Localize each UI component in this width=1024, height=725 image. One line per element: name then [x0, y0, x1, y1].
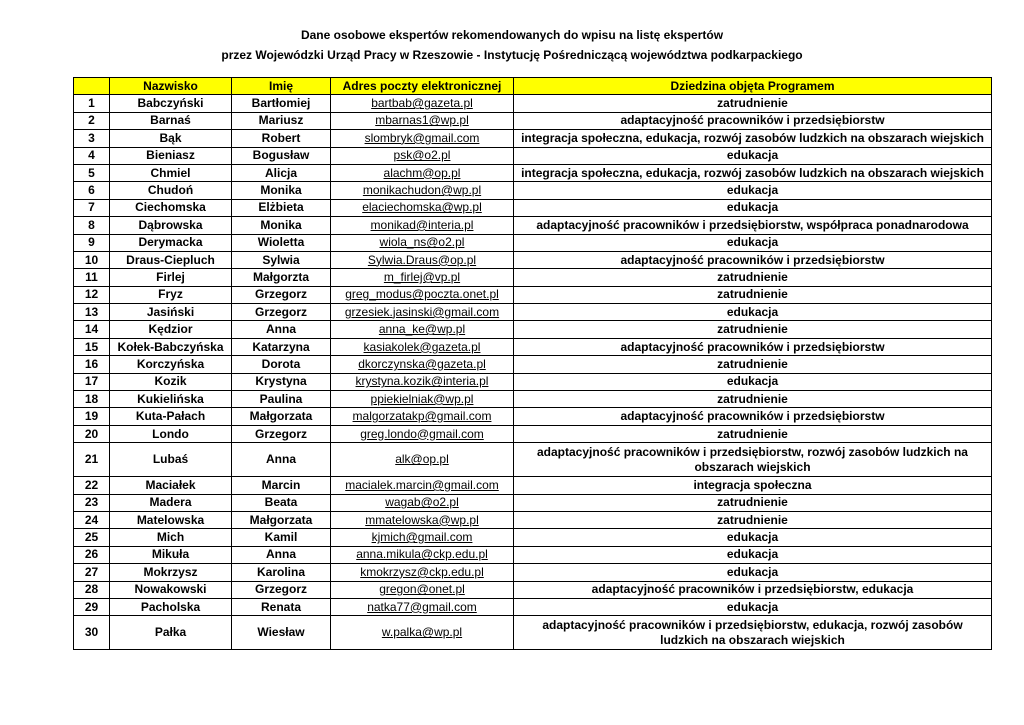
first-name-cell: Bartłomiej — [232, 95, 331, 112]
row-number: 14 — [74, 321, 110, 338]
surname-cell: Mokrzysz — [110, 564, 232, 581]
field-cell: adaptacyjność pracowników i przedsiębiorstw — [514, 408, 992, 425]
email-link[interactable]: m_firlej@vp.pl — [331, 269, 514, 286]
surname-cell: Fryz — [110, 286, 232, 303]
field-cell: adaptacyjność pracowników i przedsiębiorstw, współpraca ponadnarodowa — [514, 217, 992, 234]
field-cell: adaptacyjność pracowników i przedsiębiorstw — [514, 338, 992, 355]
row-number: 13 — [74, 304, 110, 321]
surname-cell: Dąbrowska — [110, 217, 232, 234]
table-row — [74, 217, 992, 234]
surname-cell: Lubaś — [110, 443, 232, 477]
first-name-cell: Anna — [232, 546, 331, 563]
surname-cell: Korczyńska — [110, 356, 232, 373]
row-number: 23 — [74, 494, 110, 511]
first-name-cell: Karolina — [232, 564, 331, 581]
first-name-cell: Kamil — [232, 529, 331, 546]
surname-cell: Bieniasz — [110, 147, 232, 164]
row-number: 28 — [74, 581, 110, 598]
field-cell: zatrudnienie — [514, 494, 992, 511]
first-name-cell: Katarzyna — [232, 338, 331, 355]
row-number: 9 — [74, 234, 110, 251]
surname-cell: Bąk — [110, 130, 232, 147]
field-cell: integracja społeczna, edukacja, rozwój zasobów ludzkich na obszarach wiejskich — [514, 164, 992, 181]
email-link[interactable]: grzesiek.jasinski@gmail.com — [331, 304, 514, 321]
surname-cell: Pałka — [110, 616, 232, 650]
field-cell: edukacja — [514, 234, 992, 251]
first-name-cell: Sylwia — [232, 251, 331, 268]
row-number: 15 — [74, 338, 110, 355]
table-row — [74, 304, 992, 321]
table-row — [74, 425, 992, 442]
table-body — [74, 95, 992, 650]
table-row — [74, 477, 992, 494]
email-link[interactable]: natka77@gmail.com — [331, 598, 514, 615]
row-number: 16 — [74, 356, 110, 373]
email-link[interactable]: monikad@interia.pl — [331, 217, 514, 234]
table-row — [74, 147, 992, 164]
surname-cell: Jasiński — [110, 304, 232, 321]
row-number: 1 — [74, 95, 110, 112]
field-cell: adaptacyjność pracowników i przedsiębiorstw, edukacja — [514, 581, 992, 598]
surname-cell: Ciechomska — [110, 199, 232, 216]
surname-cell: Kukielińska — [110, 391, 232, 408]
first-name-cell: Wioletta — [232, 234, 331, 251]
first-name-cell: Bogusław — [232, 147, 331, 164]
surname-cell: Kędzior — [110, 321, 232, 338]
row-number: 4 — [74, 147, 110, 164]
first-name-cell: Małgorzta — [232, 269, 331, 286]
surname-cell: Madera — [110, 494, 232, 511]
email-link[interactable]: kmokrzysz@ckp.edu.pl — [331, 564, 514, 581]
field-cell: edukacja — [514, 304, 992, 321]
table-row — [74, 130, 992, 147]
row-number: 5 — [74, 164, 110, 181]
surname-cell: Kozik — [110, 373, 232, 390]
first-name-cell: Renata — [232, 598, 331, 615]
surname-cell: Firlej — [110, 269, 232, 286]
table-row — [74, 391, 992, 408]
email-link[interactable]: psk@o2.pl — [331, 147, 514, 164]
table-row — [74, 616, 992, 650]
row-number: 2 — [74, 112, 110, 129]
email-link[interactable]: krystyna.kozik@interia.pl — [331, 373, 514, 390]
email-link[interactable]: elaciechomska@wp.pl — [331, 199, 514, 216]
row-number: 20 — [74, 425, 110, 442]
email-link[interactable]: alk@op.pl — [331, 443, 514, 477]
table-row — [74, 112, 992, 129]
field-cell: zatrudnienie — [514, 269, 992, 286]
field-cell: adaptacyjność pracowników i przedsiębiorstw — [514, 112, 992, 129]
first-name-cell: Paulina — [232, 391, 331, 408]
first-name-cell: Dorota — [232, 356, 331, 373]
email-link[interactable]: mmatelowska@wp.pl — [331, 511, 514, 528]
field-cell: integracja społeczna — [514, 477, 992, 494]
first-name-cell: Robert — [232, 130, 331, 147]
email-link[interactable]: gregon@onet.pl — [331, 581, 514, 598]
first-name-cell: Grzegorz — [232, 304, 331, 321]
email-link[interactable]: malgorzatakp@gmail.com — [331, 408, 514, 425]
email-link[interactable]: kjmich@gmail.com — [331, 529, 514, 546]
header-surname: Nazwisko — [110, 78, 232, 95]
table-row — [74, 234, 992, 251]
field-cell: adaptacyjność pracowników i przedsiębiorstw, rozwój zasobów ludzkich na obszarach wiejskich — [514, 443, 992, 477]
field-cell: edukacja — [514, 546, 992, 563]
row-number: 7 — [74, 199, 110, 216]
email-link[interactable]: bartbab@gazeta.pl — [331, 95, 514, 112]
first-name-cell: Anna — [232, 321, 331, 338]
surname-cell: Barnaś — [110, 112, 232, 129]
header-num — [74, 78, 110, 95]
table-row — [74, 546, 992, 563]
first-name-cell: Małgorzata — [232, 511, 331, 528]
surname-cell: Matelowska — [110, 511, 232, 528]
surname-cell: Nowakowski — [110, 581, 232, 598]
email-link[interactable]: dkorczynska@gazeta.pl — [331, 356, 514, 373]
field-cell: edukacja — [514, 529, 992, 546]
email-link[interactable]: monikachudon@wp.pl — [331, 182, 514, 199]
first-name-cell: Elżbieta — [232, 199, 331, 216]
surname-cell: Mich — [110, 529, 232, 546]
row-number: 11 — [74, 269, 110, 286]
table-row — [74, 443, 992, 477]
field-cell: zatrudnienie — [514, 425, 992, 442]
field-cell: edukacja — [514, 564, 992, 581]
first-name-cell: Wiesław — [232, 616, 331, 650]
email-link[interactable]: kasiakolek@gazeta.pl — [331, 338, 514, 355]
table-row — [74, 529, 992, 546]
surname-cell: Chmiel — [110, 164, 232, 181]
table-row — [74, 408, 992, 425]
table-row — [74, 511, 992, 528]
email-link[interactable]: greg.londo@gmail.com — [331, 425, 514, 442]
first-name-cell: Krystyna — [232, 373, 331, 390]
email-link[interactable]: ppiekielniak@wp.pl — [331, 391, 514, 408]
table-row — [74, 182, 992, 199]
surname-cell: Babczyński — [110, 95, 232, 112]
field-cell: zatrudnienie — [514, 391, 992, 408]
table-row — [74, 581, 992, 598]
table-row — [74, 95, 992, 112]
table-row — [74, 564, 992, 581]
row-number: 22 — [74, 477, 110, 494]
field-cell: zatrudnienie — [514, 321, 992, 338]
table-row — [74, 338, 992, 355]
email-link[interactable]: slombryk@gmail.com — [331, 130, 514, 147]
experts-table — [73, 77, 992, 650]
email-link[interactable]: macialek.marcin@gmail.com — [331, 477, 514, 494]
surname-cell: Londo — [110, 425, 232, 442]
first-name-cell: Grzegorz — [232, 286, 331, 303]
table-row — [74, 164, 992, 181]
document-title — [0, 25, 1024, 65]
email-link[interactable]: anna.mikula@ckp.edu.pl — [331, 546, 514, 563]
row-number: 10 — [74, 251, 110, 268]
field-cell: zatrudnienie — [514, 511, 992, 528]
row-number: 8 — [74, 217, 110, 234]
field-cell: integracja społeczna, edukacja, rozwój zasobów ludzkich na obszarach wiejskich — [514, 130, 992, 147]
first-name-cell: Mariusz — [232, 112, 331, 129]
first-name-cell: Alicja — [232, 164, 331, 181]
table-row — [74, 251, 992, 268]
header-name: Imię — [232, 78, 331, 95]
field-cell: edukacja — [514, 598, 992, 615]
surname-cell: Maciałek — [110, 477, 232, 494]
table-row — [74, 199, 992, 216]
table-row — [74, 269, 992, 286]
table-row — [74, 494, 992, 511]
row-number: 29 — [74, 598, 110, 615]
title-line-1: Dane osobowe ekspertów rekomendowanych do wpisu na listę ekspertów — [300, 28, 724, 42]
table-row — [74, 321, 992, 338]
first-name-cell: Monika — [232, 217, 331, 234]
table-row — [74, 286, 992, 303]
first-name-cell: Anna — [232, 443, 331, 477]
field-cell: edukacja — [514, 373, 992, 390]
title-line-2: przez Wojewódzki Urząd Pracy w Rzeszowie - Instytucję Pośredniczącą województwa podkarpackiego — [221, 48, 803, 62]
row-number: 17 — [74, 373, 110, 390]
first-name-cell: Grzegorz — [232, 581, 331, 598]
field-cell: edukacja — [514, 182, 992, 199]
header-email: Adres poczty elektronicznej — [331, 78, 514, 95]
first-name-cell: Monika — [232, 182, 331, 199]
table-row — [74, 356, 992, 373]
surname-cell: Derymacka — [110, 234, 232, 251]
row-number: 3 — [74, 130, 110, 147]
row-number: 21 — [74, 443, 110, 477]
email-link[interactable]: greg_modus@poczta.onet.pl — [331, 286, 514, 303]
row-number: 19 — [74, 408, 110, 425]
surname-cell: Kuta-Pałach — [110, 408, 232, 425]
field-cell: edukacja — [514, 199, 992, 216]
email-link[interactable]: alachm@op.pl — [331, 164, 514, 181]
email-link[interactable]: mbarnas1@wp.pl — [331, 112, 514, 129]
email-link[interactable]: w.palka@wp.pl — [331, 616, 514, 650]
field-cell: zatrudnienie — [514, 286, 992, 303]
row-number: 18 — [74, 391, 110, 408]
email-link[interactable]: wagab@o2.pl — [331, 494, 514, 511]
surname-cell: Kołek-Babczyńska — [110, 338, 232, 355]
first-name-cell: Marcin — [232, 477, 331, 494]
field-cell: zatrudnienie — [514, 356, 992, 373]
field-cell: adaptacyjność pracowników i przedsiębiorstw — [514, 251, 992, 268]
row-number: 6 — [74, 182, 110, 199]
row-number: 26 — [74, 546, 110, 563]
row-number: 25 — [74, 529, 110, 546]
email-link[interactable]: wiola_ns@o2.pl — [331, 234, 514, 251]
row-number: 24 — [74, 511, 110, 528]
first-name-cell: Małgorzata — [232, 408, 331, 425]
first-name-cell: Beata — [232, 494, 331, 511]
email-link[interactable]: Sylwia.Draus@op.pl — [331, 251, 514, 268]
row-number: 12 — [74, 286, 110, 303]
surname-cell: Draus-Ciepluch — [110, 251, 232, 268]
table-header-row — [74, 78, 992, 95]
email-link[interactable]: anna_ke@wp.pl — [331, 321, 514, 338]
surname-cell: Chudoń — [110, 182, 232, 199]
field-cell: edukacja — [514, 147, 992, 164]
row-number: 27 — [74, 564, 110, 581]
surname-cell: Pacholska — [110, 598, 232, 615]
row-number: 30 — [74, 616, 110, 650]
field-cell: adaptacyjność pracowników i przedsiębiorstw, edukacja, rozwój zasobów ludzkich na obszarach wiejskich — [514, 616, 992, 650]
table-row — [74, 373, 992, 390]
surname-cell: Mikuła — [110, 546, 232, 563]
header-field: Dziedzina objęta Programem — [514, 78, 992, 95]
first-name-cell: Grzegorz — [232, 425, 331, 442]
table-row — [74, 598, 992, 615]
field-cell: zatrudnienie — [514, 95, 992, 112]
